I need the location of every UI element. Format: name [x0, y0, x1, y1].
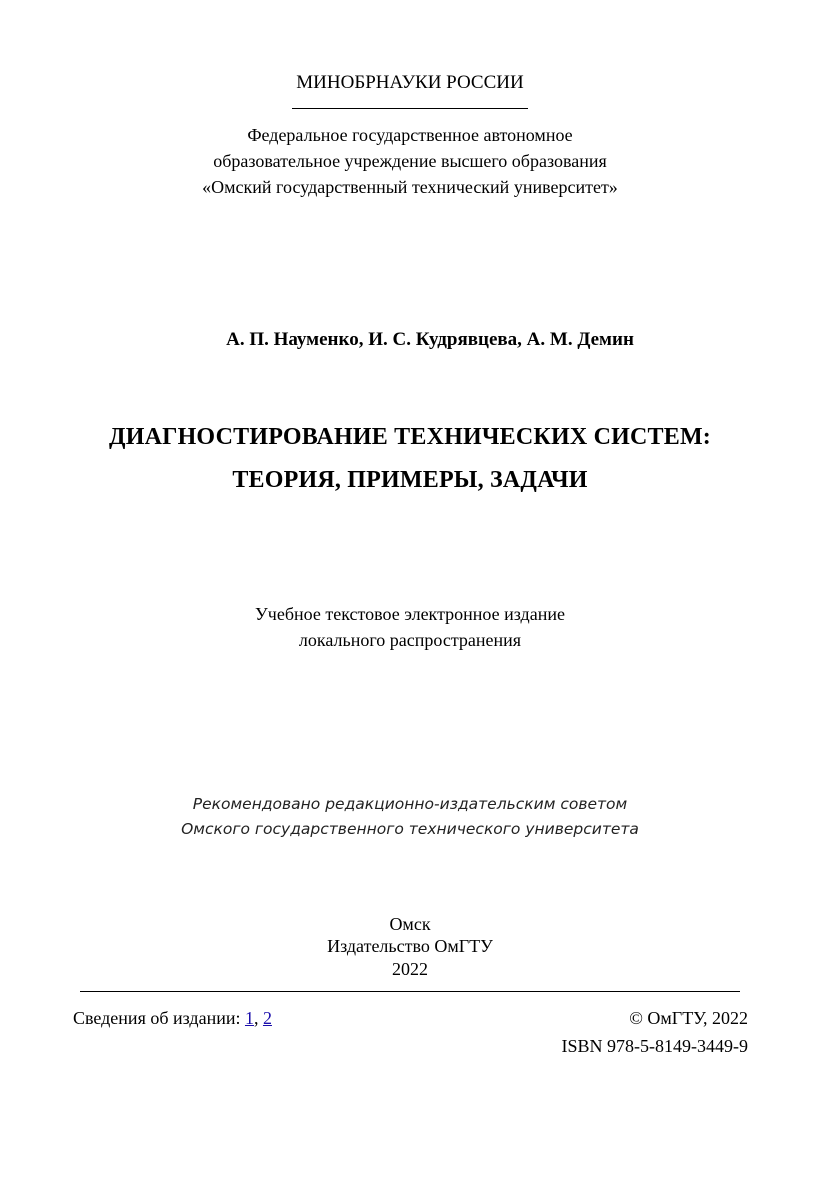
institution-line-3: «Омский государственный технический университет»	[202, 177, 618, 197]
ministry-title: МИНОБРНАУКИ РОССИИ	[296, 72, 524, 93]
institution-line-2: образовательное учреждение высшего образования	[213, 151, 607, 171]
recommendation-line-1: Рекомендовано редакционно-издательским советом	[192, 795, 628, 813]
imprint-year: 2022	[392, 959, 428, 979]
details-link-separator: ,	[253, 1008, 263, 1028]
recommendation-line-2: Омского государственного технического университета	[181, 820, 639, 838]
footer-divider	[80, 991, 740, 992]
edition-type-line-2: локального распространения	[298, 630, 522, 650]
imprint-publisher: Издательство ОмГТУ	[327, 936, 493, 956]
edition-details	[73, 1006, 272, 1030]
ministry-underline	[292, 108, 528, 109]
details-link-1[interactable]: 1	[244, 1008, 254, 1028]
institution-line-1: Федеральное государственное автономное	[247, 125, 573, 145]
details-link-2[interactable]: 2	[262, 1008, 272, 1028]
isbn: ISBN 978-5-8149-3449-9	[561, 1036, 748, 1056]
edition-details-label: Сведения об издании:	[73, 1008, 245, 1028]
book-title-line-1: ДИАГНОСТИРОВАНИЕ ТЕХНИЧЕСКИХ СИСТЕМ:	[108, 424, 711, 450]
book-title-line-2: ТЕОРИЯ, ПРИМЕРЫ, ЗАДАЧИ	[232, 467, 588, 493]
copyright: © ОмГТУ, 2022	[629, 1008, 748, 1028]
edition-type-line-1: Учебное текстовое электронное издание	[255, 604, 565, 624]
authors: А. П. Науменко, И. С. Кудрявцева, А. М. Демин	[226, 329, 634, 350]
imprint-city: Омск	[389, 914, 431, 934]
